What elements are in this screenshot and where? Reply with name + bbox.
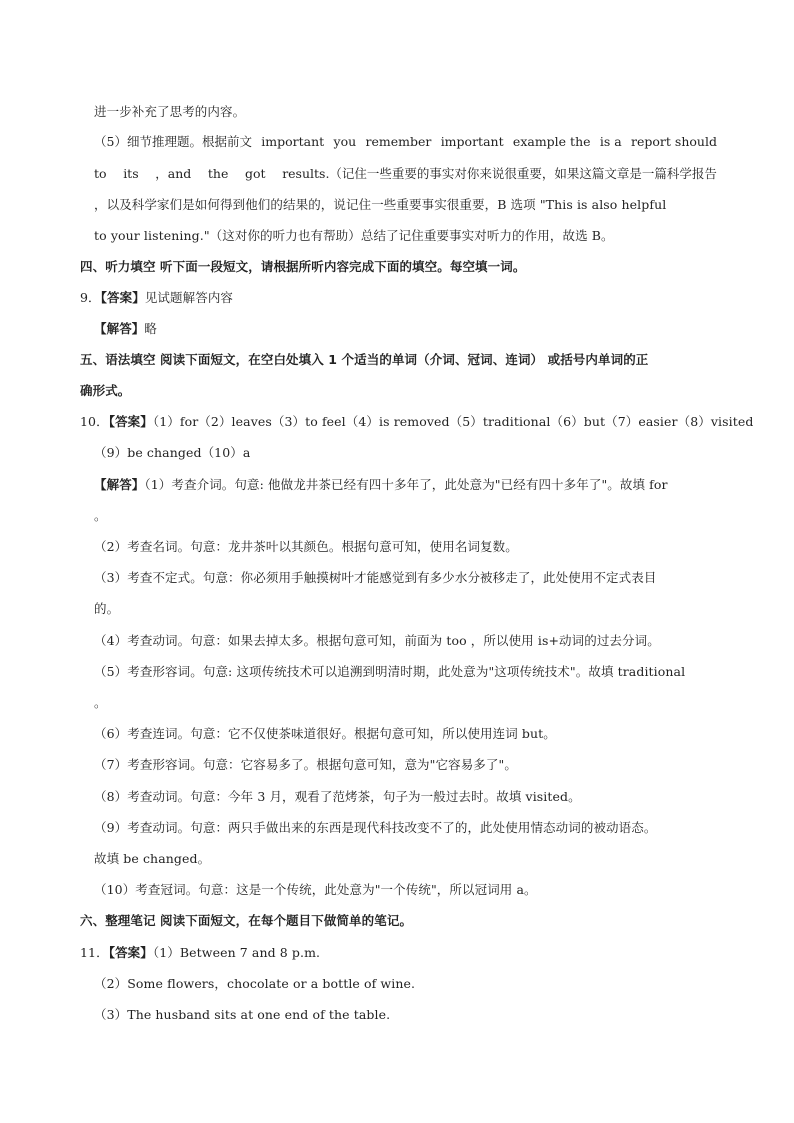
text-line: （4）考查动词。句意：如果去掉太多。根据句意可知，前面为 too ，所以使用 is+动词的过去分词。: [94, 633, 660, 648]
text-line: （3）考查不定式。句意：你必须用手触摸树叶才能感觉到有多少水分被移走了，此处使用不定式表目: [94, 570, 657, 585]
text-fragment: the: [207, 166, 229, 181]
text-line: 故填 be changed。: [94, 851, 211, 866]
text-line-justified: [94, 134, 717, 150]
section-heading-4: 四、听力填空 听下面一段短文，请根据所听内容完成下面的填空。每空填一词。: [80, 259, 526, 274]
text-fragment: to: [94, 166, 107, 181]
question-number: 11．: [80, 945, 109, 960]
text-fragment: ，and: [155, 166, 192, 181]
question-9-answer: [80, 290, 233, 306]
text-fragment: important: [261, 134, 325, 149]
answer-tag: 【答案】: [108, 945, 153, 960]
solution-tag: 【解答】: [94, 321, 145, 336]
answer-text: （1）for（2）leaves（3）to feel（4）is removed（5）traditional（6）but（7）easier（8）visited: [152, 414, 754, 429]
question-10-answer: [80, 414, 753, 430]
text-line: （8）考查动词。句意：今年 3 月，观看了范烤茶，句子为一般过去时。故填 visited。: [94, 789, 581, 804]
text-fragment: important: [440, 134, 504, 149]
text-fragment: its: [123, 166, 139, 181]
text-fragment: report should: [631, 134, 717, 149]
answer-tag: 【答案】: [108, 414, 153, 429]
solution-tag: 【解答】: [94, 477, 145, 492]
answer-text: 见试题解答内容: [144, 290, 234, 305]
text-line: （7）考查形容词。句意：它容易多了。根据句意可知，意为"它容易多了"。: [94, 757, 517, 772]
text-fragment: example the: [512, 134, 591, 149]
section-heading-6: 六、整理笔记 阅读下面短文，在每个题目下做简单的笔记。: [80, 913, 413, 928]
question-number: 10．: [80, 414, 109, 429]
text-line: 。: [94, 508, 107, 523]
text-line: 。: [94, 695, 107, 710]
text-fragment: （5）细节推理题。根据前文: [94, 134, 252, 149]
text-line: 进一步补充了思考的内容。: [94, 104, 246, 119]
text-line: （9）be changed（10）a: [94, 445, 251, 460]
solution-text: （1）考查介词。句意: 他做龙井茶已经有四十多年了，此处意为"已经有四十多年了"。故填 for: [144, 477, 668, 492]
text-line: （3）The husband sits at one end of the table.: [94, 1007, 391, 1022]
section-heading-5-cont: 确形式。: [80, 383, 131, 398]
answer-text: （1）Between 7 and 8 p.m.: [152, 945, 321, 960]
text-line: （6）考查连词。句意：它不仅使茶味道很好。根据句意可知，所以使用连词 but。: [94, 726, 556, 741]
text-fragment: got: [245, 166, 266, 181]
text-fragment: results.（记住一些重要的事实对你来说很重要，如果这篇文章是一篇科学报告: [282, 166, 717, 181]
section-heading-5: 五、语法填空 阅读下面短文，在空白处填入 1 个适当的单词（介词、冠词、连词） 或括号内单词的正: [80, 352, 649, 367]
text-line-justified: [94, 166, 717, 182]
question-9-solution: [94, 321, 157, 337]
text-line: ，以及科学家们是如何得到他们的结果的，说记住一些重要事实很重要，B 选项 "This is also helpful: [94, 197, 667, 212]
question-10-solution: [94, 477, 668, 493]
text-fragment: is a: [599, 134, 622, 149]
text-line: （2）Some flowers，chocolate or a bottle of wine.: [94, 976, 416, 991]
answer-tag: 【答案】: [100, 290, 145, 305]
text-line: （5）考查形容词。句意: 这项传统技术可以追溯到明清时期，此处意为"这项传统技术"。故填 traditional: [94, 664, 686, 679]
text-line: （9）考查动词。句意：两只手做出来的东西是现代科技改变不了的，此处使用情态动词的被动语态。: [94, 820, 657, 835]
text-fragment: remember: [365, 134, 432, 149]
text-line: to your listening."（这对你的听力也有帮助）总结了记住重要事实对听力的作用，故选 B。: [94, 228, 614, 243]
text-line: （10）考查冠词。句意：这是一个传统，此处意为"一个传统"，所以冠词用 a。: [94, 882, 537, 897]
text-line: （2）考查名词。句意：龙井茶叶以其颜色。根据句意可知，使用名词复数。: [94, 539, 518, 554]
question-11-answer: [80, 945, 320, 961]
text-line: 的。: [94, 601, 120, 616]
question-number: 9．: [80, 290, 101, 305]
text-fragment: you: [333, 134, 357, 149]
solution-text: 略: [144, 321, 158, 336]
